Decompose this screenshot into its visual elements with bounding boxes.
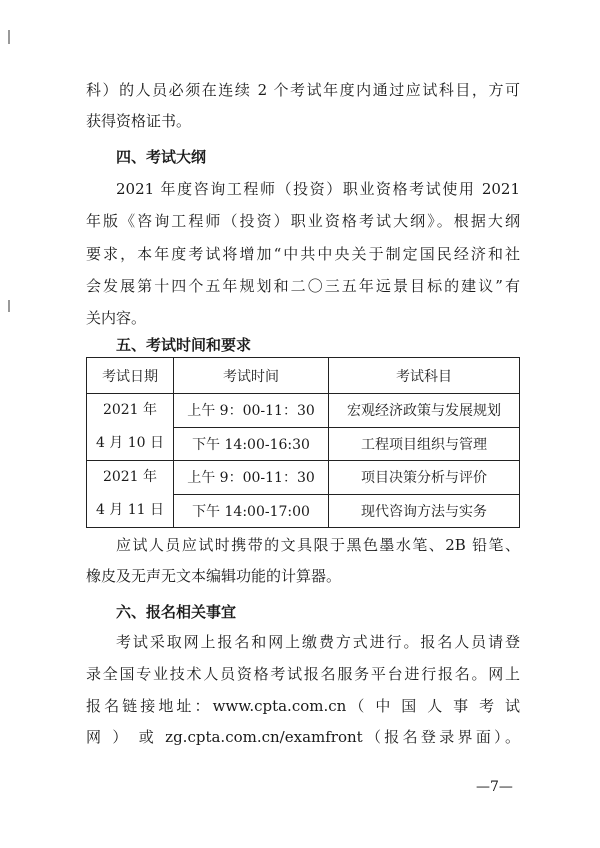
paragraph-line: 要求，本年度考试将增加“中共中央关于制定国民经济和社 <box>86 245 520 263</box>
paragraph-line: 录全国专业技术人员资格考试报名服务平台进行报名。网上 <box>86 665 520 683</box>
paragraph-line: 会发展第十四个五年规划和二〇三五年远景目标的建议”有 <box>86 277 520 295</box>
exam-subject-cell: 宏观经济政策与发展规划 <box>329 394 520 428</box>
table-row <box>87 394 520 428</box>
section-heading: 六、报名相关事宜 <box>116 603 237 621</box>
exam-date-day: 4 月 11 日 <box>95 502 165 518</box>
page-number: —7— <box>476 779 513 795</box>
exam-time-cell: 上午 9：00-11：30 <box>174 461 329 495</box>
exam-subject-cell: 项目决策分析与评价 <box>329 461 520 495</box>
exam-date-cell <box>87 461 174 528</box>
table-header-cell: 考试时间 <box>174 358 329 394</box>
section-heading: 五、考试时间和要求 <box>116 336 252 354</box>
exam-date-cell <box>87 394 174 461</box>
paragraph-line: 科）的人员必须在连续 2 个考试年度内通过应试科目，方可 <box>86 81 520 99</box>
paragraph-line: 报名链接地址：www.cpta.com.cn（ 中 国 人 事 考 试 <box>86 697 520 715</box>
paragraph-line: 2021 年度咨询工程师（投资）职业资格考试使用 2021 <box>116 180 520 198</box>
paragraph-line: 获得资格证书。 <box>86 112 192 130</box>
exam-subject-cell: 工程项目组织与管理 <box>329 427 520 461</box>
paragraph-line: 网 ） 或 zg.cpta.com.cn/examfront（报名登录界面）。 <box>86 728 520 746</box>
paragraph-line: 应试人员应试时携带的文具限于黑色墨水笔、2B 铅笔、 <box>116 536 520 554</box>
paragraph-line: 考试采取网上报名和网上缴费方式进行。报名人员请登 <box>116 633 520 651</box>
exam-time-cell: 下午 14:00-16:30 <box>174 427 329 461</box>
paragraph-line: 年版《咨询工程师（投资）职业资格考试大纲》。根据大纲 <box>86 212 520 230</box>
scan-margin-mark <box>8 300 10 312</box>
paragraph-line: 关内容。 <box>86 309 147 327</box>
exam-date-day: 4 月 10 日 <box>95 435 165 451</box>
scan-margin-mark <box>8 30 10 44</box>
paragraph-line: 橡皮及无声无文本编辑功能的计算器。 <box>86 567 342 585</box>
table-header-cell: 考试科目 <box>329 358 520 394</box>
exam-date-year: 2021 年 <box>102 469 158 485</box>
exam-time-cell: 下午 14:00-17:00 <box>174 494 329 528</box>
table-header-cell: 考试日期 <box>87 358 174 394</box>
table-header-row <box>87 358 520 394</box>
exam-date-year: 2021 年 <box>102 402 158 418</box>
exam-subject-cell: 现代咨询方法与实务 <box>329 494 520 528</box>
exam-time-cell: 上午 9：00-11：30 <box>174 394 329 428</box>
table-row <box>87 461 520 495</box>
section-heading: 四、考试大纲 <box>116 148 207 166</box>
exam-schedule-table <box>86 357 520 528</box>
